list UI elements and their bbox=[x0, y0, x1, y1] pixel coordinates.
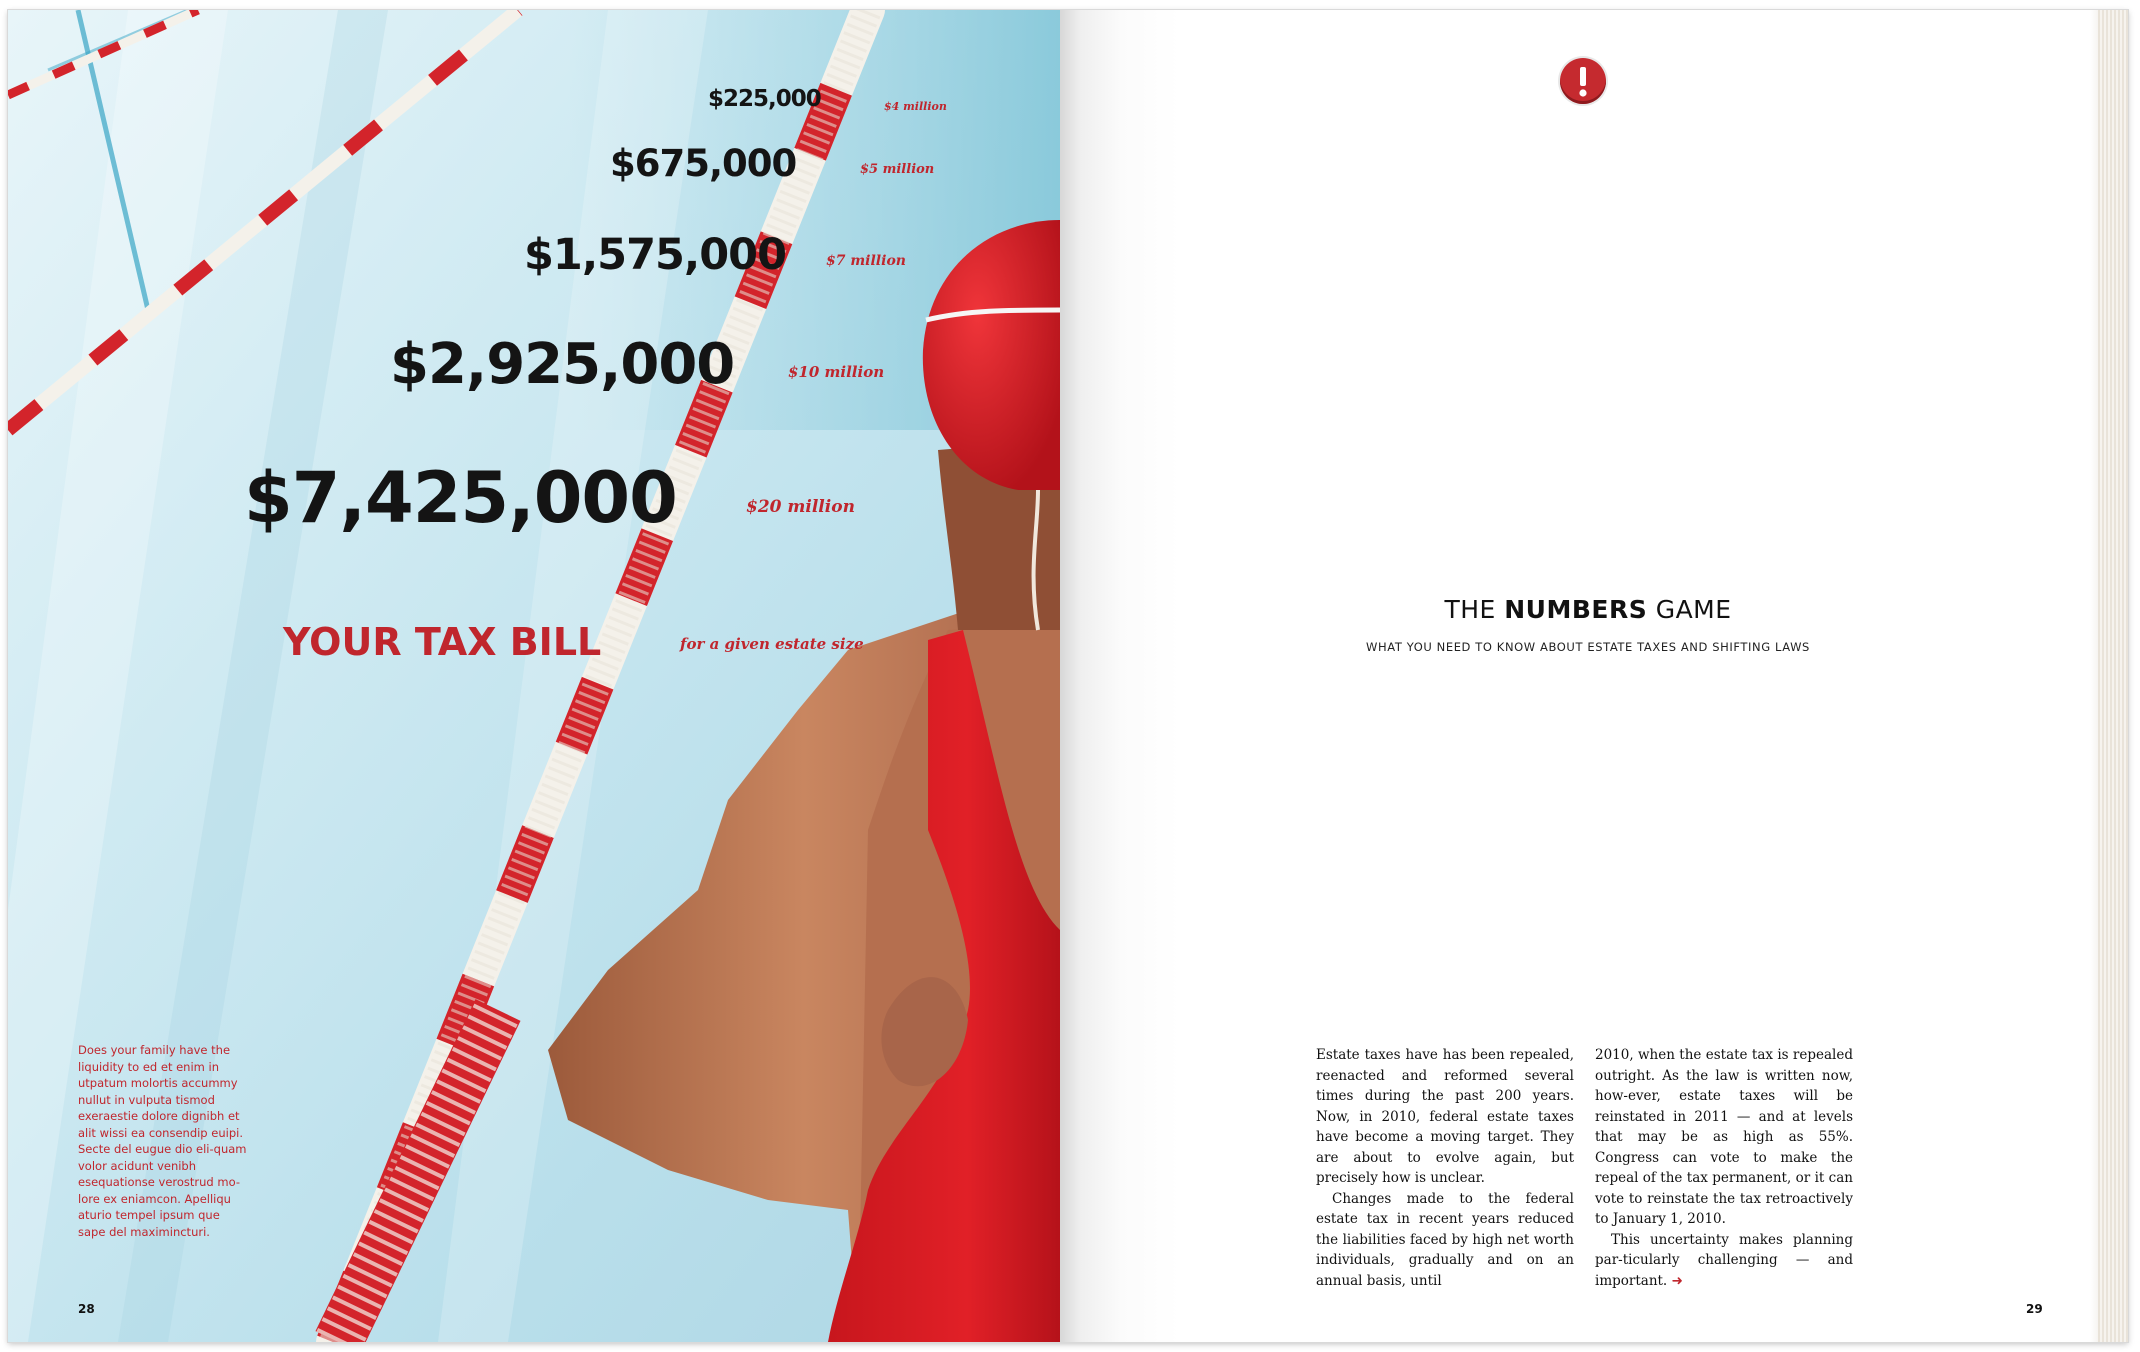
tax-bill-subtitle: for a given estate size bbox=[680, 635, 864, 653]
page-number-left: 28 bbox=[78, 1302, 95, 1316]
tax-amount-675000: $675,000 bbox=[610, 142, 797, 185]
page-number-right: 29 bbox=[2026, 1302, 2043, 1316]
article-column-2 bbox=[1595, 1045, 1853, 1291]
exclamation-circle-icon bbox=[1560, 58, 1606, 104]
tax-amount-7425000: $7,425,000 bbox=[244, 457, 677, 539]
article-headline: THE NUMBERS GAME bbox=[1444, 595, 1732, 624]
tax-amount-1575000: $1,575,000 bbox=[524, 230, 787, 280]
magazine-spread bbox=[8, 10, 2128, 1342]
left-page bbox=[8, 10, 1060, 1342]
paragraph: Changes made to the federal estate tax in recent years reduced the liabilities faced by high net worth individuals, gradually and on an annual basis, until bbox=[1316, 1190, 1574, 1289]
right-page bbox=[1060, 10, 2128, 1342]
sidebar-text: Does your family have the liquidity to ed et enim in utpatum molortis accummy nullut in vulputa tismod exeraestie dolore dignibh et alit wissi ea consendip euipi. Secte del eugue dio eli-quam volor acidunt venibh esequationse verostrud mo-lore ex eniamcon. Apelliqu aturio tempel ipsum que sape del maximincturi. bbox=[78, 1043, 247, 1239]
paragraph: Estate taxes have has been repealed, reenacted and reformed several times during the past 200 years. Now, in 2010, federal estate taxes have become a moving target. They are about to evolve again, but precisely how is unclear. bbox=[1316, 1047, 1574, 1186]
tax-amount-2925000: $2,925,000 bbox=[390, 332, 735, 397]
paragraph: 2010, when the estate tax is repealed outright. As the law is written now, how-ever, estate taxes will be reinstated in 2011 — and at levels that may be as high as 55%. Congress can vote to make the repeal of the tax permanent, or it can vote to reinstate the tax retroactively to January 1, 2010. bbox=[1595, 1047, 1853, 1227]
paragraph: This uncertainty makes planning par-ticularly challenging — and important. ➜ bbox=[1595, 1231, 1853, 1289]
tax-bill-title: YOUR TAX BILL bbox=[283, 620, 602, 664]
estate-size-20-million: $20 million bbox=[746, 497, 855, 517]
article-subheadline: WHAT YOU NEED TO KNOW ABOUT ESTATE TAXES AND SHIFTING LAWS bbox=[1366, 640, 1810, 654]
estate-size-7-million: $7 million bbox=[826, 253, 906, 269]
article-column-1 bbox=[1316, 1045, 1574, 1291]
estate-size-5-million: $5 million bbox=[860, 162, 935, 177]
estate-size-10-million: $10 million bbox=[788, 363, 885, 381]
end-arrow-icon: ➜ bbox=[1671, 1272, 1683, 1289]
tax-amount-225000: $225,000 bbox=[708, 86, 821, 112]
estate-size-4-million: $4 million bbox=[884, 100, 947, 113]
page-edge bbox=[2098, 10, 2128, 1342]
